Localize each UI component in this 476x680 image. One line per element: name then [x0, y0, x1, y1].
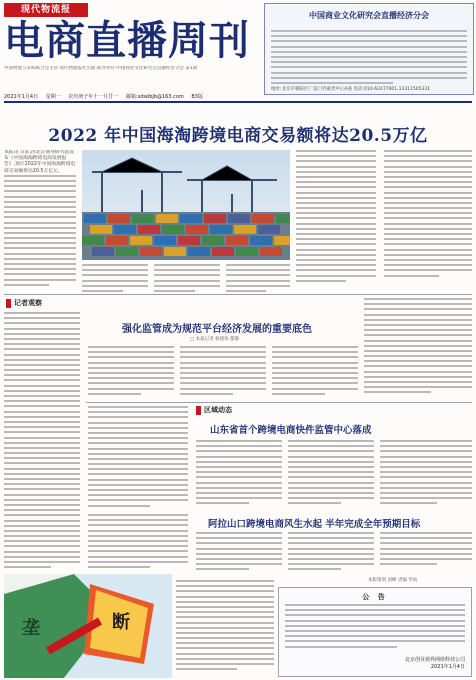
notice-date: 2021年1月4日 — [430, 664, 465, 670]
org-description — [271, 30, 467, 84]
lead-article-col1 — [4, 150, 76, 292]
dateline — [4, 93, 260, 100]
masthead-publisher-line: 中国物流与采购联合会主管 现代物流报社出版 联办单位:中国商业文化研究会直播经济分会 第1期 — [4, 66, 198, 71]
paper-name-tag: 现代物流报 — [4, 3, 88, 17]
alashankou-article-col4 — [176, 580, 274, 676]
observer-article-col2 — [88, 346, 174, 398]
section-label-regional — [196, 405, 232, 415]
observer-article-col5 — [364, 298, 472, 398]
masthead-title: 电商直播周刊 — [4, 18, 250, 64]
observer-byline: □ 本报记者 杨建珍 都静 — [190, 337, 240, 342]
lead-article-text: 本报讯 日前,由北京商业研究院发布《中国海淘跨境电商发展报告》,预计2022年中国海淘跨境电商交易额将达20.5万亿元。 — [4, 150, 76, 174]
alashankou-article-col2 — [288, 532, 374, 572]
notice-signer: 北京创业视界网络科技公司 — [404, 657, 465, 663]
notice-title: 公 告 — [362, 593, 388, 601]
regional-article-col2 — [88, 514, 188, 572]
shandong-article-col2 — [288, 440, 374, 510]
notice-body — [285, 604, 465, 650]
observer-article-col3 — [180, 346, 266, 398]
section-divider — [4, 294, 472, 295]
section-label-observer — [6, 298, 42, 308]
edition-number: B3版 — [191, 94, 203, 100]
shandong-headline: 山东省首个跨境电商快件监管中心落成 — [210, 425, 372, 436]
regional-article-col1 — [88, 406, 188, 510]
lead-article-col4 — [226, 264, 290, 292]
lead-article-col6 — [384, 150, 472, 292]
section-marker-icon — [6, 299, 11, 308]
shandong-article-col1 — [196, 440, 282, 510]
org-info-box — [264, 3, 474, 95]
org-title: 中国商业文化研究会直播经济分会 — [309, 11, 429, 20]
notice-signature — [405, 656, 465, 670]
section-label-text: 区域动态 — [204, 406, 232, 414]
lunar-date: 农历庚子年十一月廿一 — [68, 94, 119, 100]
illustration-char-right: 断 — [112, 612, 130, 633]
org-address: 地址:北京市朝阳区广渠门外雍贵中心A座 电话:010-62477001,13311505331 — [271, 87, 431, 92]
section-divider-2 — [86, 402, 472, 403]
shandong-article-col3 — [380, 440, 472, 510]
lead-article-col5 — [296, 150, 376, 292]
monopoly-illustration — [4, 574, 172, 678]
issue-weekday: 星期一 — [45, 94, 61, 100]
illustration-char-left: 垄 — [22, 618, 40, 639]
section-label-text: 记者观察 — [14, 299, 42, 307]
observer-article-col4 — [272, 346, 358, 398]
lead-article-col2 — [82, 264, 148, 292]
observer-headline: 强化监管成为规范平台经济发展的重要底色 — [122, 324, 312, 335]
alashankou-article-col1 — [196, 532, 282, 572]
lead-article-col3 — [154, 264, 220, 292]
masthead-rule — [4, 101, 472, 103]
contact-email: 邮箱:xdwlbjb@163.com — [125, 94, 184, 100]
observer-article-col1 — [4, 312, 80, 570]
alashankou-headline: 阿拉山口跨境电商风生水起 半年完成全年预期目标 — [208, 519, 421, 530]
alashankou-article-col3 — [380, 532, 472, 572]
port-container-photo — [82, 150, 290, 260]
main-headline: 2022 年中国海淘跨境电商交易额将达20.5万亿 — [48, 126, 428, 146]
editor-credit: 本版策划 刘峰 责编 罗雨 — [368, 578, 418, 583]
issue-date: 2021年1月4日 — [4, 94, 39, 100]
public-notice-box — [278, 587, 472, 677]
section-marker-icon — [196, 406, 201, 415]
